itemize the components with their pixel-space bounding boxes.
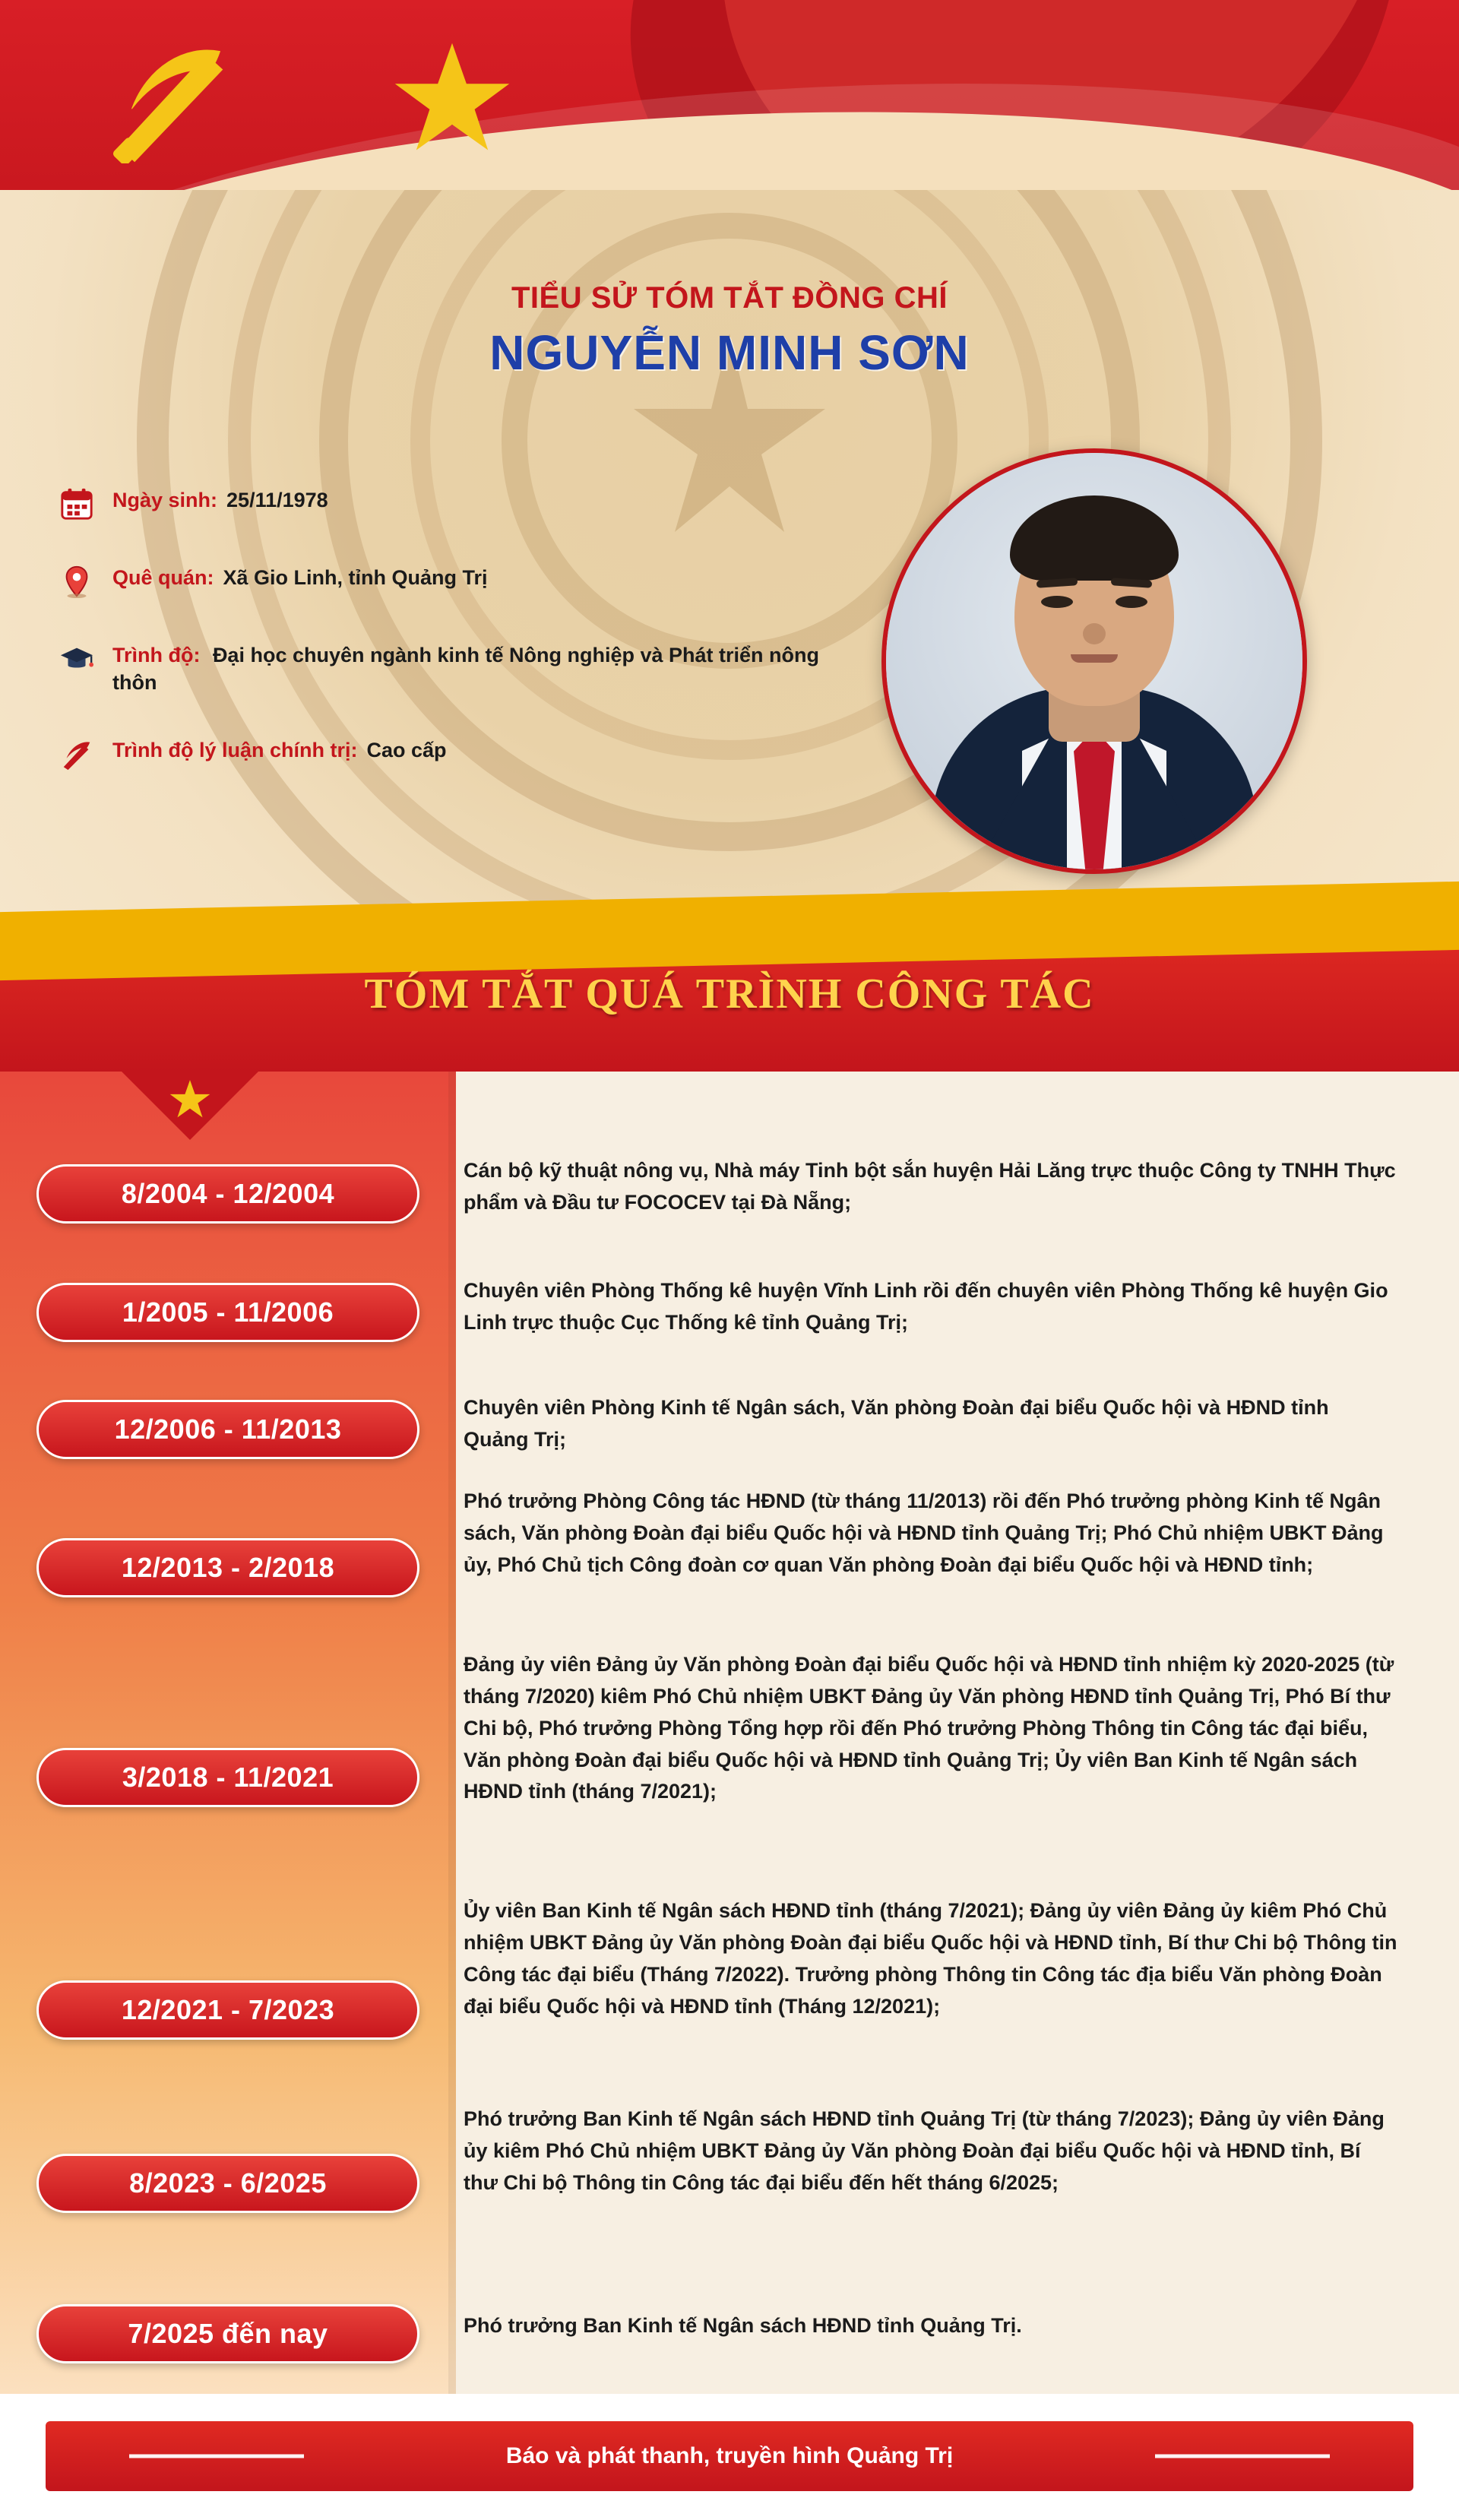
timeline-period-badge: 12/2013 - 2/2018 xyxy=(36,1538,419,1597)
footer-bar xyxy=(46,2421,1413,2491)
subtitle-text: TIỂU SỬ TÓM TẮT ĐỒNG CHÍ xyxy=(511,281,948,315)
timeline-entry-text: Phó trưởng Phòng Công tác HĐND (từ tháng 11/2013) rồi đến Phó trưởng phòng Kinh tế Ngân sách, Văn phòng Đoàn đại biểu Quốc hội và HĐND tỉnh Quảng Trị; Phó Chủ nhiệm UBKT Đảng ủy, Phó Chủ tịch Công đoàn cơ quan Văn phòng Đoàn đại biểu Quốc hội và HĐND tỉnh; xyxy=(464,1490,1384,1576)
footer-text: Báo và phát thanh, truyền hình Quảng Trị xyxy=(505,2443,954,2468)
info-label: Ngày sinh: xyxy=(112,489,218,511)
timeline-entry-text: Cán bộ kỹ thuật nông vụ, Nhà máy Tinh bột sắn huyện Hải Lăng trực thuộc Công ty TNHH Thực phẩm và Đầu tư FOCOCEV tại Đà Nẵng; xyxy=(464,1159,1396,1214)
info-label: Trình độ: xyxy=(112,644,201,666)
section-header-bar xyxy=(0,927,1459,1072)
timeline-entry-text: Ủy viên Ban Kinh tế Ngân sách HĐND tỉnh (tháng 7/2021); Đảng ủy viên Đảng ủy kiêm Phó Chủ nhiệm UBKT Đảng ủy Văn phòng Đoàn đại biểu Quốc hội và HĐND tỉnh, Bí thư Chi bộ Thông tin Công tác đại biểu (Tháng 7/2022). Trưởng phòng Thông tin Công tác địa biểu Văn phòng Đoàn đại biểu Quốc hội và HĐND tỉnh (Tháng 12/2021); xyxy=(464,1899,1397,2018)
timeline-period-badge: 12/2021 - 7/2023 xyxy=(36,1980,419,2040)
title-block xyxy=(0,281,1459,381)
gold-strip xyxy=(0,927,1459,944)
timeline-period-badge: 12/2006 - 11/2013 xyxy=(36,1400,419,1459)
footer-divider-right xyxy=(1155,2455,1330,2458)
info-row-hometown xyxy=(59,564,857,602)
info-value: Xã Gio Linh, tỉnh Quảng Trị xyxy=(223,566,488,589)
info-row-education xyxy=(59,641,857,697)
timeline-entry-text: Phó trưởng Ban Kinh tế Ngân sách HĐND tỉnh Quảng Trị (từ tháng 7/2023); Đảng ủy viên Đảng ủy kiêm Phó Chủ nhiệm UBKT Đảng ủy Văn phòng Đoàn đại biểu Quốc hội và HĐND tỉnh, Bí thư Chi bộ Thông tin Công tác đại biểu đến hết tháng 6/2025; xyxy=(464,2107,1385,2194)
timeline-section xyxy=(0,1072,1459,2394)
notch-star-icon xyxy=(169,1079,211,1120)
timeline-entry-text: Chuyên viên Phòng Kinh tế Ngân sách, Văn phòng Đoàn đại biểu Quốc hội và HĐND tỉnh Quảng Trị; xyxy=(464,1396,1329,1451)
timeline-entry-text: Đảng ủy viên Đảng ủy Văn phòng Đoàn đại biểu Quốc hội và HĐND tỉnh nhiệm kỳ 2020-2025 (từ tháng 7/2020) kiêm Phó Chủ nhiệm UBKT Đảng ủy Văn phòng HĐND tỉnh Quảng Trị, Phó Bí thư Chi bộ, Phó trưởng Phòng Tổng hợp rồi đến Phó trưởng Phòng Thông tin Công tác đại biểu, Văn phòng Đoàn đại biểu Quốc hội và HĐND tỉnh Quảng Trị; Ủy viên Ban Kinh tế Ngân sách HĐND tỉnh (tháng 7/2021); xyxy=(464,1653,1394,1803)
footer-divider-left xyxy=(129,2455,304,2458)
info-label: Trình độ lý luận chính trị: xyxy=(112,738,358,761)
timeline-period-badge: 8/2004 - 12/2004 xyxy=(36,1164,419,1224)
timeline-period-badge: 7/2025 đến nay xyxy=(36,2304,419,2363)
portrait-photo xyxy=(881,448,1307,874)
timeline-period-badge: 3/2018 - 11/2021 xyxy=(36,1748,419,1807)
footer xyxy=(0,2394,1459,2520)
calendar-icon xyxy=(59,486,100,524)
personal-info-list xyxy=(59,486,857,814)
section-title: TÓM TẮT QUÁ TRÌNH CÔNG TÁC xyxy=(364,970,1095,1018)
timeline-entry-text: Chuyên viên Phòng Thống kê huyện Vĩnh Linh rồi đến chuyên viên Phòng Thống kê huyện Gio Linh trực thuộc Cục Thống kê tỉnh Quảng Trị; xyxy=(464,1279,1388,1334)
info-row-birthdate xyxy=(59,486,857,524)
info-value: 25/11/1978 xyxy=(226,489,328,511)
hammer-and-sickle-icon xyxy=(99,30,243,163)
info-label: Quê quán: xyxy=(112,566,214,589)
graduation-cap-icon xyxy=(59,641,100,679)
gold-star-icon xyxy=(391,40,513,157)
timeline-period-badge: 8/2023 - 6/2025 xyxy=(36,2154,419,2213)
timeline-entry-text: Phó trưởng Ban Kinh tế Ngân sách HĐND tỉnh Quảng Trị. xyxy=(464,2314,1022,2337)
page-title: NGUYỄN MINH SƠN xyxy=(489,325,970,380)
hammer-sickle-small-icon xyxy=(59,736,100,774)
info-row-political-theory xyxy=(59,736,857,774)
info-value: Đại học chuyên ngành kinh tế Nông nghiệp và Phát triển nông thôn xyxy=(112,644,819,695)
location-pin-icon xyxy=(59,564,100,602)
timeline-period-badge: 1/2005 - 11/2006 xyxy=(36,1283,419,1342)
info-value: Cao cấp xyxy=(366,738,447,761)
